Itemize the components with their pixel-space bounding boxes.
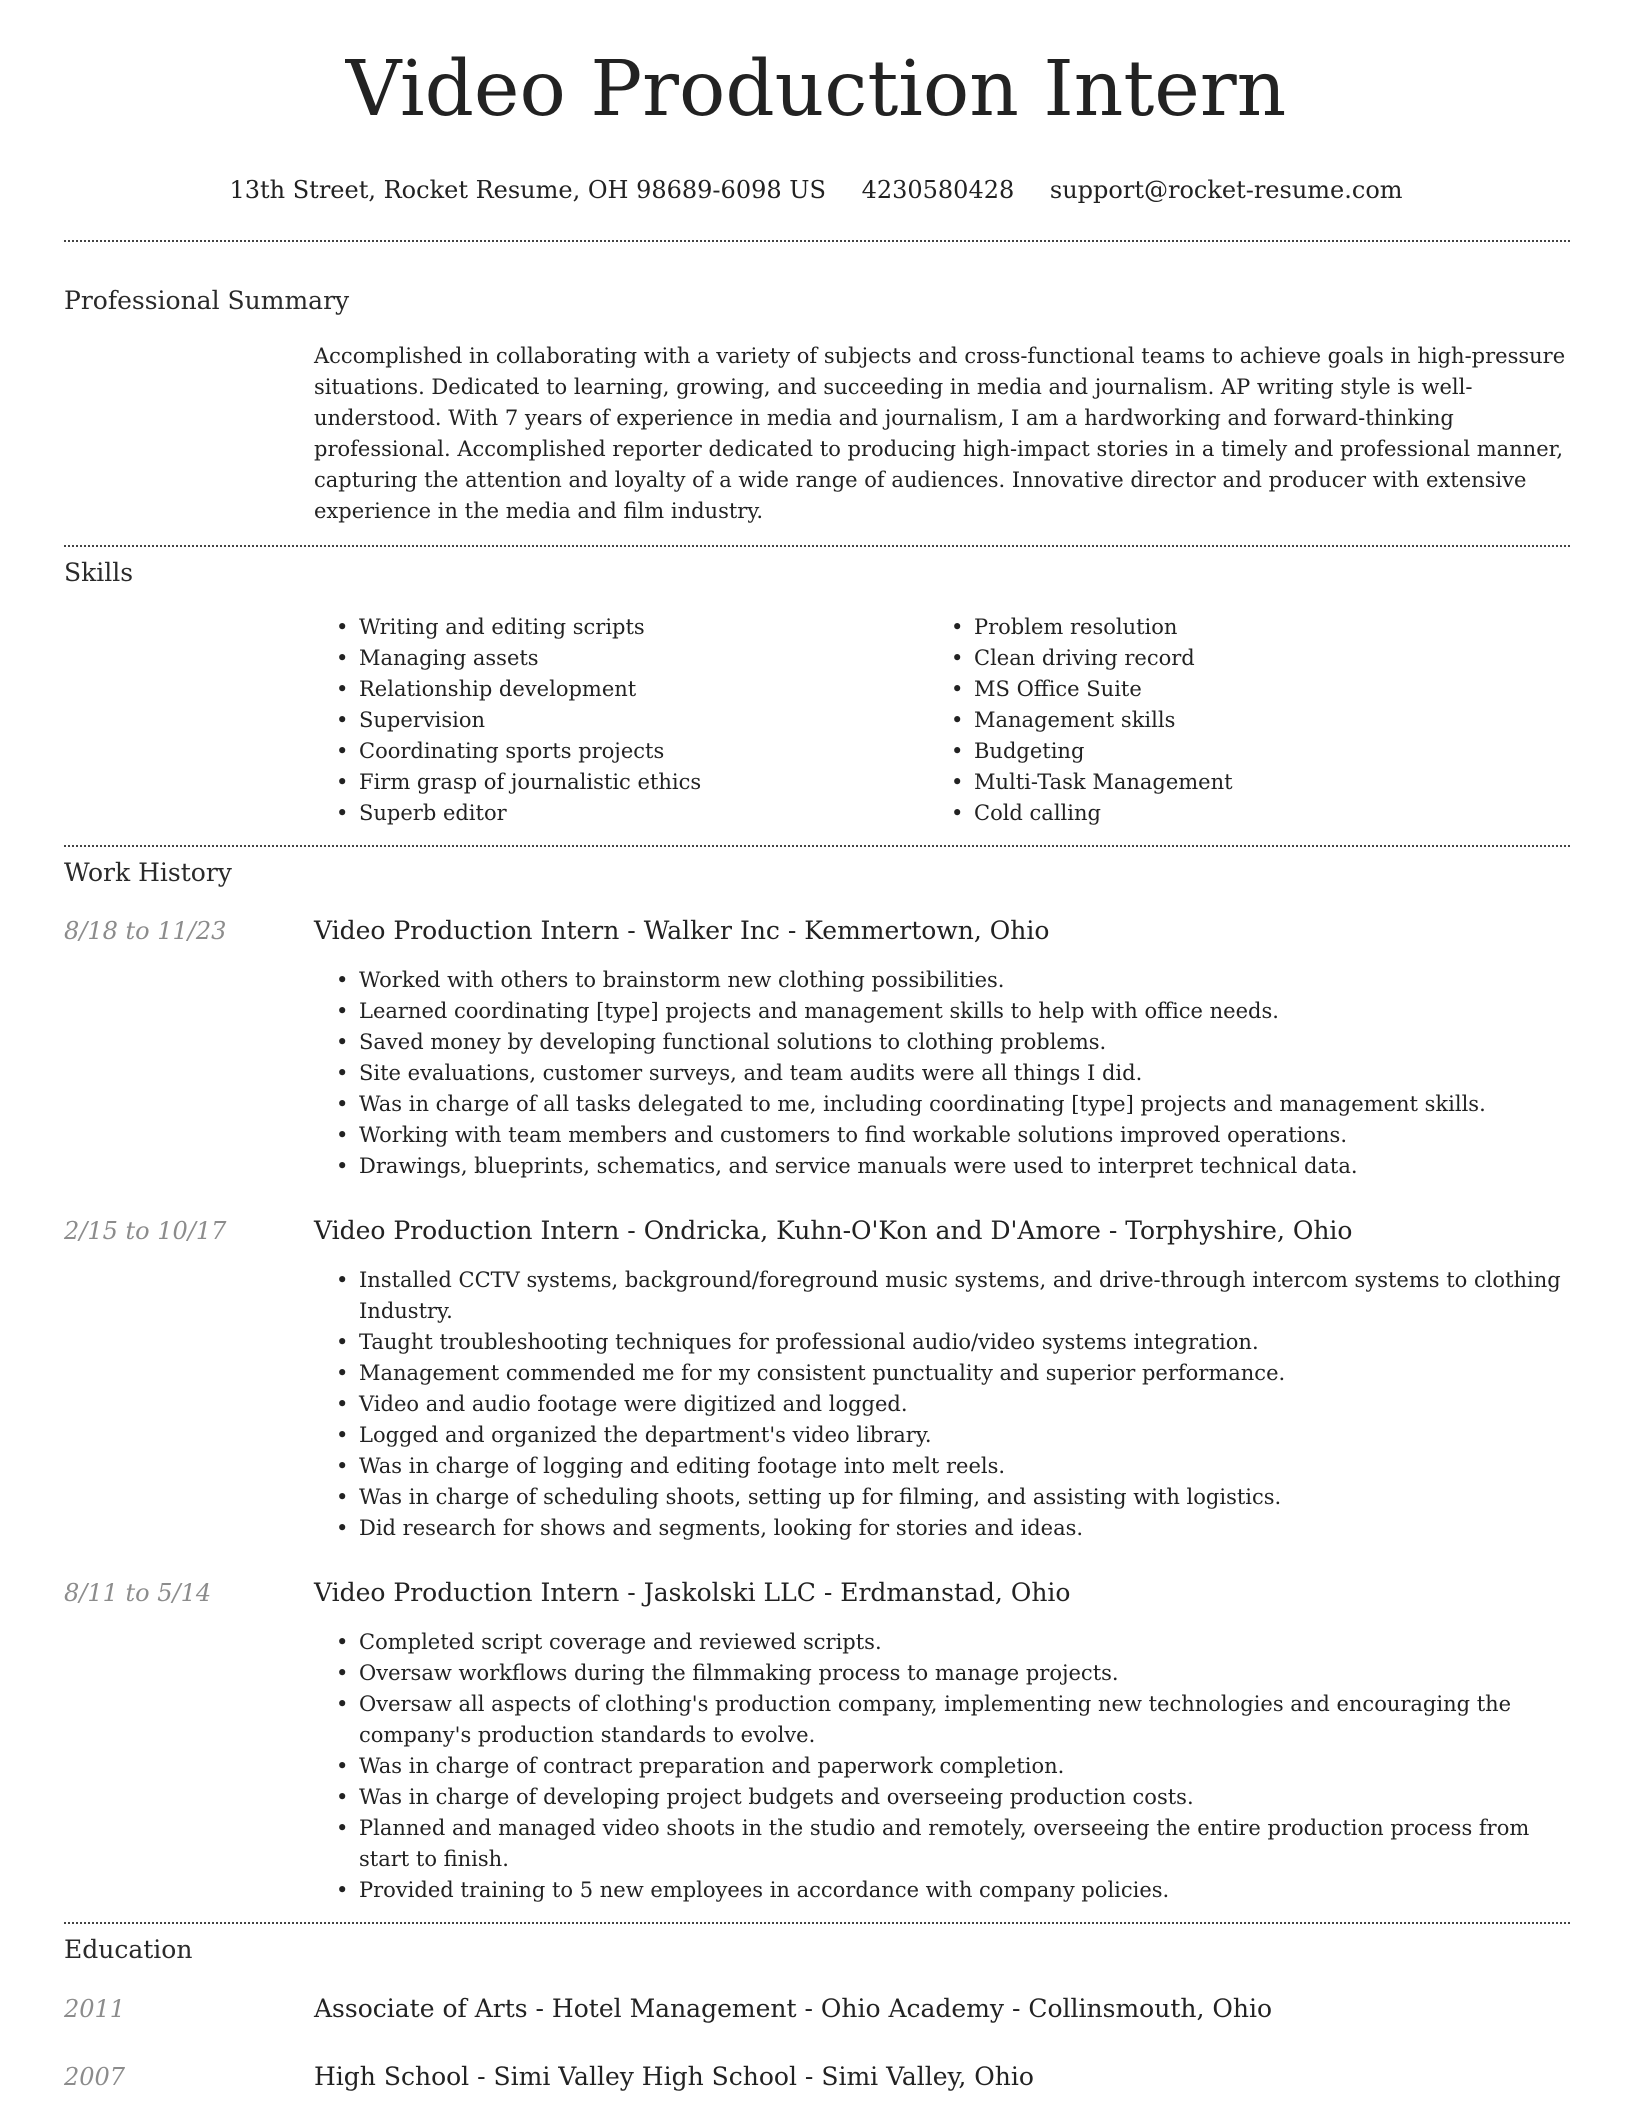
skills-left-column	[314, 612, 914, 829]
job-bullet: • Installed CCTV systems, background/foreground music systems, and drive-through intercom systems to clothing Industry.	[359, 1265, 1570, 1327]
job-title: Video Production Intern - Walker Inc - Kemmertown, Ohio	[314, 916, 1050, 945]
skills-heading: Skills	[64, 558, 134, 587]
job-bullet: • Was in charge of contract preparation and paperwork completion.	[359, 1751, 1570, 1782]
education-date: 2007	[64, 2063, 126, 2091]
job-bullet: • Learned coordinating [type] projects and management skills to help with office needs.	[359, 996, 1570, 1027]
education-title: Associate of Arts - Hotel Management - Ohio Academy - Collinsmouth, Ohio	[314, 1994, 1273, 2023]
job-bullet: • Drawings, blueprints, schematics, and service manuals were used to interpret technical data.	[359, 1151, 1570, 1182]
skill-item: • Problem resolution	[974, 612, 1549, 643]
job-bullet: • Was in charge of scheduling shoots, setting up for filming, and assisting with logistics.	[359, 1482, 1570, 1513]
education-title: High School - Simi Valley High School - Simi Valley, Ohio	[314, 2062, 1034, 2091]
skill-item: • Firm grasp of journalistic ethics	[359, 767, 914, 798]
job-bullet: • Saved money by developing functional solutions to clothing problems.	[359, 1027, 1570, 1058]
job-bullet: • Oversaw workflows during the filmmaking process to manage projects.	[359, 1658, 1570, 1689]
job-bullet: • Was in charge of logging and editing footage into melt reels.	[359, 1451, 1570, 1482]
section-divider	[64, 545, 1570, 547]
section-divider	[64, 845, 1570, 847]
summary-heading: Professional Summary	[64, 286, 350, 315]
skills-right-column	[929, 612, 1549, 829]
skill-item: • Managing assets	[359, 643, 914, 674]
section-divider	[64, 240, 1570, 242]
job-date: 8/18 to 11/23	[64, 917, 227, 945]
job-date: 2/15 to 10/17	[64, 1217, 227, 1245]
contact-line	[0, 172, 1632, 208]
job-bullets	[314, 1627, 1570, 1906]
skill-item: • Clean driving record	[974, 643, 1549, 674]
job-bullets	[314, 1265, 1570, 1544]
skill-item: • Superb editor	[359, 798, 914, 829]
job-bullet: • Was in charge of all tasks delegated to me, including coordinating [type] projects and management skills.	[359, 1089, 1570, 1120]
job-bullet: • Oversaw all aspects of clothing's production company, implementing new technologies and encouraging the company's production standards to evolve.	[359, 1689, 1570, 1751]
skill-item: • Budgeting	[974, 736, 1549, 767]
skill-item: • Management skills	[974, 705, 1549, 736]
job-date: 8/11 to 5/14	[64, 1579, 212, 1607]
skill-item: • Multi-Task Management	[974, 767, 1549, 798]
contact-address: 13th Street, Rocket Resume, OH 98689-6098 US	[229, 176, 826, 204]
job-bullet: • Working with team members and customers to find workable solutions improved operations.	[359, 1120, 1570, 1151]
contact-email: support@rocket-resume.com	[1049, 176, 1403, 204]
resume-name: Video Production Intern	[345, 45, 1287, 134]
job-bullet: • Site evaluations, customer surveys, and team audits were all things I did.	[359, 1058, 1570, 1089]
skill-item: • Coordinating sports projects	[359, 736, 914, 767]
summary-text: Accomplished in collaborating with a variety of subjects and cross-functional teams to achieve goals in high-pressure situations. Dedicated to learning, growing, and succeeding in media and journalism. AP writing style is well-understood. With 7 years of experience in media and journalism, I am a hardworking and forward-thinking professional. Accomplished reporter dedicated to producing high-impact stories in a timely and professional manner, capturing the attention and loyalty of a wide range of audiences. Innovative director and producer with extensive experience in the media and film industry.	[314, 344, 1566, 523]
work-heading: Work History	[64, 858, 232, 887]
skill-item: • Writing and editing scripts	[359, 612, 914, 643]
job-bullet: • Provided training to 5 new employees in accordance with company policies.	[359, 1875, 1570, 1906]
contact-phone: 4230580428	[861, 176, 1015, 204]
job-bullet: • Taught troubleshooting techniques for professional audio/video systems integration.	[359, 1327, 1570, 1358]
skill-item: • Supervision	[359, 705, 914, 736]
job-bullet: • Was in charge of developing project budgets and overseeing production costs.	[359, 1782, 1570, 1813]
job-title: Video Production Intern - Jaskolski LLC - Erdmanstad, Ohio	[314, 1578, 1071, 1607]
job-title: Video Production Intern - Ondricka, Kuhn-O'Kon and D'Amore - Torphyshire, Ohio	[314, 1216, 1353, 1245]
job-bullet: • Worked with others to brainstorm new clothing possibilities.	[359, 965, 1570, 996]
job-bullets	[314, 965, 1570, 1182]
skill-item: • MS Office Suite	[974, 674, 1549, 705]
section-divider	[64, 1922, 1570, 1924]
skill-item: • Cold calling	[974, 798, 1549, 829]
job-bullet: • Logged and organized the department's video library.	[359, 1420, 1570, 1451]
job-bullet: • Video and audio footage were digitized and logged.	[359, 1389, 1570, 1420]
job-bullet: • Planned and managed video shoots in the studio and remotely, overseeing the entire production process from start to finish.	[359, 1813, 1570, 1875]
job-bullet: • Did research for shows and segments, looking for stories and ideas.	[359, 1513, 1570, 1544]
skill-item: • Relationship development	[359, 674, 914, 705]
education-heading: Education	[64, 1935, 193, 1964]
education-date: 2011	[64, 1995, 126, 2023]
job-bullet: • Management commended me for my consistent punctuality and superior performance.	[359, 1358, 1570, 1389]
job-bullet: • Completed script coverage and reviewed scripts.	[359, 1627, 1570, 1658]
